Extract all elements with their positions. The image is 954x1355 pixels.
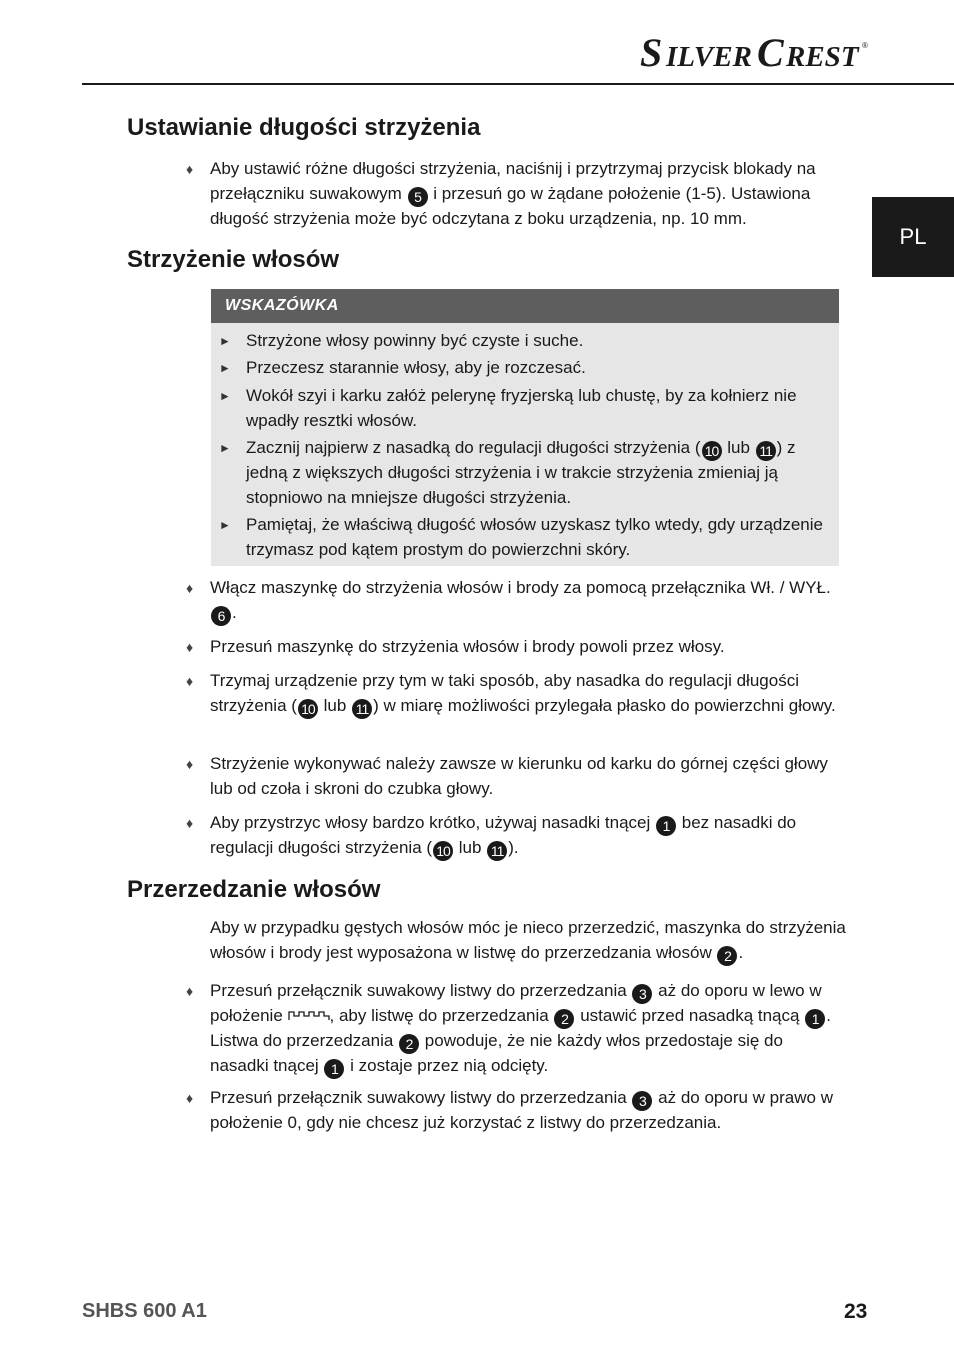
svg-text:ILVER: ILVER: [666, 41, 752, 72]
diamond-bullet-icon: ♦: [186, 1090, 194, 1106]
diamond-bullet-icon: ♦: [186, 639, 194, 655]
triangle-bullet-icon: ►: [219, 334, 231, 348]
diamond-bullet-icon: ♦: [186, 673, 194, 689]
part-number-badge: 10: [702, 441, 722, 461]
part-number-badge: 11: [487, 841, 507, 861]
part-number-badge: 3: [632, 1091, 652, 1111]
diamond-bullet-icon: ♦: [186, 580, 194, 596]
triangle-bullet-icon: ►: [219, 441, 231, 455]
part-number-badge: 10: [433, 841, 453, 861]
triangle-bullet-icon: ►: [219, 361, 231, 375]
part-number-badge: 1: [324, 1059, 344, 1079]
intro-paragraph: Aby w przypadku gęstych włosów móc je nieco przerzedzić, maszynka do strzyżenia włosów i brody jest wyposażona w listwę do przerzedzania włosów 2 .: [210, 918, 846, 964]
page-number: 23: [844, 1300, 868, 1323]
svg-text:C: C: [757, 32, 784, 72]
svg-text:REST: REST: [786, 41, 859, 72]
header-divider: [82, 83, 954, 85]
part-number-badge: 11: [756, 441, 776, 461]
diamond-bullet-icon: ♦: [186, 161, 194, 177]
part-number-badge: 2: [717, 946, 737, 966]
part-number-badge: 2: [399, 1034, 419, 1054]
part-number-badge: 11: [352, 699, 372, 719]
diamond-bullet-icon: ♦: [186, 756, 194, 772]
triangle-bullet-icon: ►: [219, 389, 231, 403]
triangle-bullet-icon: ►: [219, 518, 231, 532]
part-number-badge: 2: [554, 1009, 574, 1029]
section-title-thinning: Przerzedzanie włosów: [127, 876, 381, 903]
hint-box: WSKAZÓWKA ► Strzyżone włosy powinny być czyste i suche. ► Przeczesz starannie włosy, aby je rozczesać. ► Wokół szyi i karku załóż pelerynę fryzjerską lub chustę, by za kołnierz nie wpadły resztki włosów. ► Zacznij najpierw z nasadką do regulacji długości strzyżenia ( 10 lub 11 ) z jedną z większych długości strzyżenia i w trakcie strzyżenia zmieniaj ją stopniowo na mniejsze długości strzyżenia. ► Pamiętaj, że właściwą długość włosów uzyskasz tylko wtedy, gdy urządzenie trzymasz pod kątem prostym do powierzchni skóry.: [211, 289, 839, 566]
model-number: SHBS 600 A1: [82, 1300, 207, 1322]
language-tab: [872, 197, 954, 277]
section-title-cutting: Strzyżenie włosów: [127, 246, 340, 273]
part-number-badge: 3: [632, 984, 652, 1004]
language-label: PL: [899, 224, 927, 249]
part-number-badge: 1: [656, 816, 676, 836]
thinning-comb-icon: [288, 1009, 330, 1021]
svg-text:®: ®: [862, 41, 868, 50]
part-number-badge: 1: [805, 1009, 825, 1029]
diamond-bullet-icon: ♦: [186, 815, 194, 831]
section-title-length: Ustawianie długości strzyżenia: [127, 114, 481, 141]
part-number-badge: 6: [211, 606, 231, 626]
part-number-badge: 10: [298, 699, 318, 719]
diamond-bullet-icon: ♦: [186, 983, 194, 999]
hint-title: WSKAZÓWKA: [211, 289, 839, 323]
silvercrest-logo: [640, 32, 880, 72]
part-number-badge: 5: [408, 187, 428, 207]
svg-text:S: S: [640, 32, 663, 72]
